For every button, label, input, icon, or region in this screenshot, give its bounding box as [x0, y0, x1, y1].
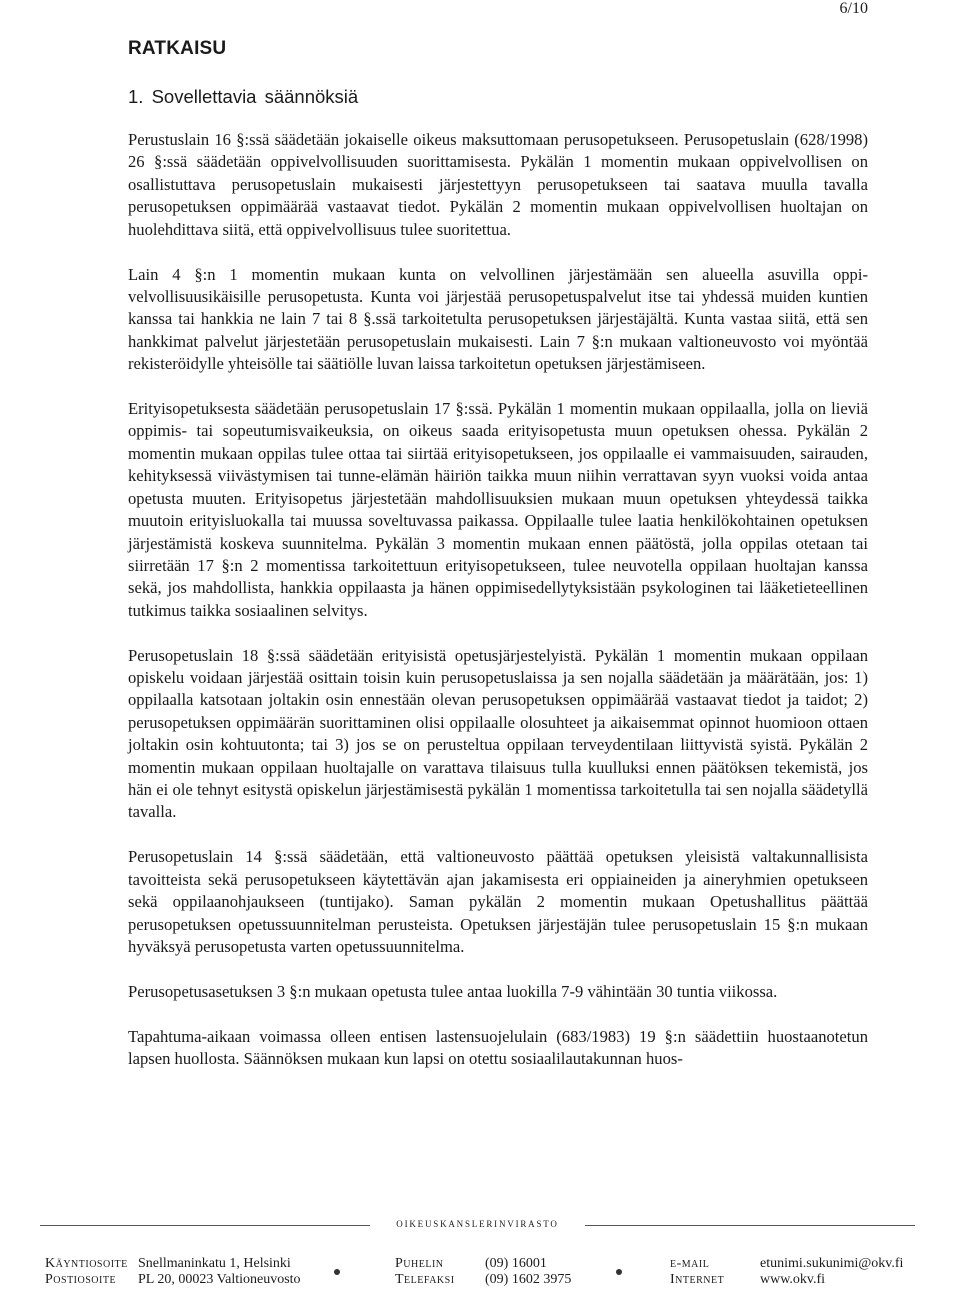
postal-address-label: Postiosoite — [45, 1272, 117, 1287]
email-address[interactable]: etunimi.sukunimi@okv.fi — [760, 1256, 904, 1271]
website-link[interactable]: www.okv.fi — [760, 1272, 826, 1287]
footer-divider-left — [40, 1225, 370, 1226]
document-heading: RATKAISU — [128, 38, 227, 59]
paragraph: Perusopetusasetuksen 3 §:n mukaan opetusta tulee antaa luokilla 7-9 vähintään 30 tuntia viikossa. — [128, 981, 778, 1001]
postal-address: PL 20, 00023 Valtioneuvosto — [138, 1272, 301, 1287]
paragraph: Tapahtuma-aikaan voimassa olleen entisen lastensuojelulain (683/1983) 19 §:n säädettiin huostaanotetun lapsen huollosta. Säännöksen mukaan kun lapsi on otettu sosiaalilautakunnan huos- — [128, 1026, 868, 1069]
paragraph: Perusopetuslain 14 §:ssä säädetään, että valtioneuvosto päättää opetuksen yleisistä valtakunnallisista tavoitteista sekä perusopetukseen käytettävän ajan jakamisesta eri oppiaineiden ja aineryhmien opetukseen sekä oppilaanohjaukseen (tuntijako). Saman pykälän 2 momentin mukaan Opetushallitus päättää perusopetuksen opetussuunnitelman perusteista. Opetuksen järjestäjän tulee perusopetuslain 15 §:n mukaan hyväksyä perusopetusta varten opetussuunnitelma. — [128, 847, 868, 956]
email-label: e-mail — [670, 1256, 710, 1271]
footer-organization: oikeuskanslerinvirasto — [396, 1215, 559, 1230]
paragraph: Lain 4 §:n 1 momentin mukaan kunta on velvollinen järjestämään sen alueella asuvilla oppivelvollisuusikäisille perusopetusta. Kunta voi järjestää perusopetuspalvelut itse tai yhdessä muiden kuntien kanssa tai hankkia ne lain 7 tai 8 §.ssä tarkoitetulta perusopetuksen järjestäjältä. Kunta vastaa siitä, että sen hankkimat palvelut järjestetään perusopetuslain mukaisesti. Lain 7 §:n mukaan valtioneuvosto voi myöntää rekisteröidylle yhteisölle tai säätiölle luvan laissa tarkoitetun opetuksen järjestämiseen. — [128, 264, 868, 374]
footer-separator-dot — [334, 1269, 340, 1275]
phone-number: (09) 16001 — [485, 1256, 547, 1271]
visiting-address-label: Käyntiosoite — [45, 1256, 128, 1271]
internet-label: Internet — [670, 1272, 725, 1287]
paragraph: Erityisopetuksesta säädetään perusopetuslain 17 §:ssä. Pykälän 1 momentin mukaan oppilaalla, jolla on lieviä oppimis- tai sopeutumisvaikeuksia, on oikeus saada erityisopetusta muun opetuksen ohessa. Pykälän 2 momentin mukaan oppilas tulee ottaa tai siirtää erityisopetukseen, jos oppilaalle ei vammaisuuden, sairauden, kehityksessä viivästymisen tai tunne-elämän häiriön taikka muun niihin verrattavan syyn vuoksi voida antaa opetusta muuten. Erityisopetus järjestetään mahdollisuuksien mukaan muun opetuksen yhteydessä taikka muutoin erityisluokalla tai muussa soveltuvassa paikassa. Oppilaalle tulee laatia henkilökohtainen opetuksen järjestämistä koskeva suunnitelma. Pykälän 3 momentin mukaan ennen päätöstä, jolla oppilas otetaan tai siirretään 17 §:n 2 momentissa tarkoitettuun erityisopetukseen, tulee neuvotella oppilaan huoltajan kanssa sekä, jos mahdollista, hankkia oppilaasta ja hänen oppimisedellytyksistään psykologinen tai lääketieteellinen tutkimus taikka sosiaalinen selvitys. — [128, 399, 868, 620]
fax-label: Telefaksi — [395, 1272, 455, 1287]
body-text — [128, 129, 868, 1093]
page-number: 6/10 — [839, 0, 868, 17]
footer-divider-right — [585, 1225, 915, 1226]
paragraph: Perusopetuslain 18 §:ssä säädetään erityisistä opetusjärjestelyistä. Pykälän 1 momentin mukaan oppilaan opiskelu voidaan järjestää osittain toisin kuin perusopetuslaissa ja sen nojalla säädetään ja määrätään, jos: 1) oppilaalla katsotaan joltakin osin ennestään olevan perusopetuksen oppimäärää vastaavat tiedot ja taidot; 2) perusopetuksen oppimäärän suorittaminen olisi oppilaalle olosuhteet ja aikaisemmat opinnot huomioon ottaen joltakin osin kohtuutonta; tai 3) jos se on perusteltua oppilaan terveydentilaan liittyvistä syistä. Pykälän 2 momentin mukaan oppilaan huoltajalle on varattava tilaisuus tulla kuulluksi ennen päätöksen tekemistä, jos hän ei ole tehnyt esitystä opiskelun järjestämisestä pykälän 1 momentissa tarkoitetulla tai sen nojalla säädetyllä tavalla. — [128, 645, 868, 822]
phone-label: Puhelin — [395, 1256, 444, 1271]
paragraph: Perustuslain 16 §:ssä säädetään jokaiselle oikeus maksuttomaan perusopetukseen. Perusopetuslain (628/1998) 26 §:ssä säädetään oppivelvollisuuden suorittamisesta. Pykälän 1 momentin mukaan oppivelvollisen on osallistuttava perusopetuslain mukaisesti järjestettyyn perusopetukseen tai saatava muulla tavalla perusopetuksen oppimäärää vastaavat tiedot. Pykälän 2 momentin mukaan oppivelvollisen huoltajan on huolehdittava siitä, että oppivelvollisuus tulee suoritettua. — [128, 130, 868, 239]
fax-number: (09) 1602 3975 — [485, 1272, 572, 1287]
visiting-address: Snellmaninkatu 1, Helsinki — [138, 1256, 291, 1271]
section-heading: 1. Sovellettavia säännöksiä — [128, 86, 359, 107]
footer-separator-dot — [616, 1269, 622, 1275]
